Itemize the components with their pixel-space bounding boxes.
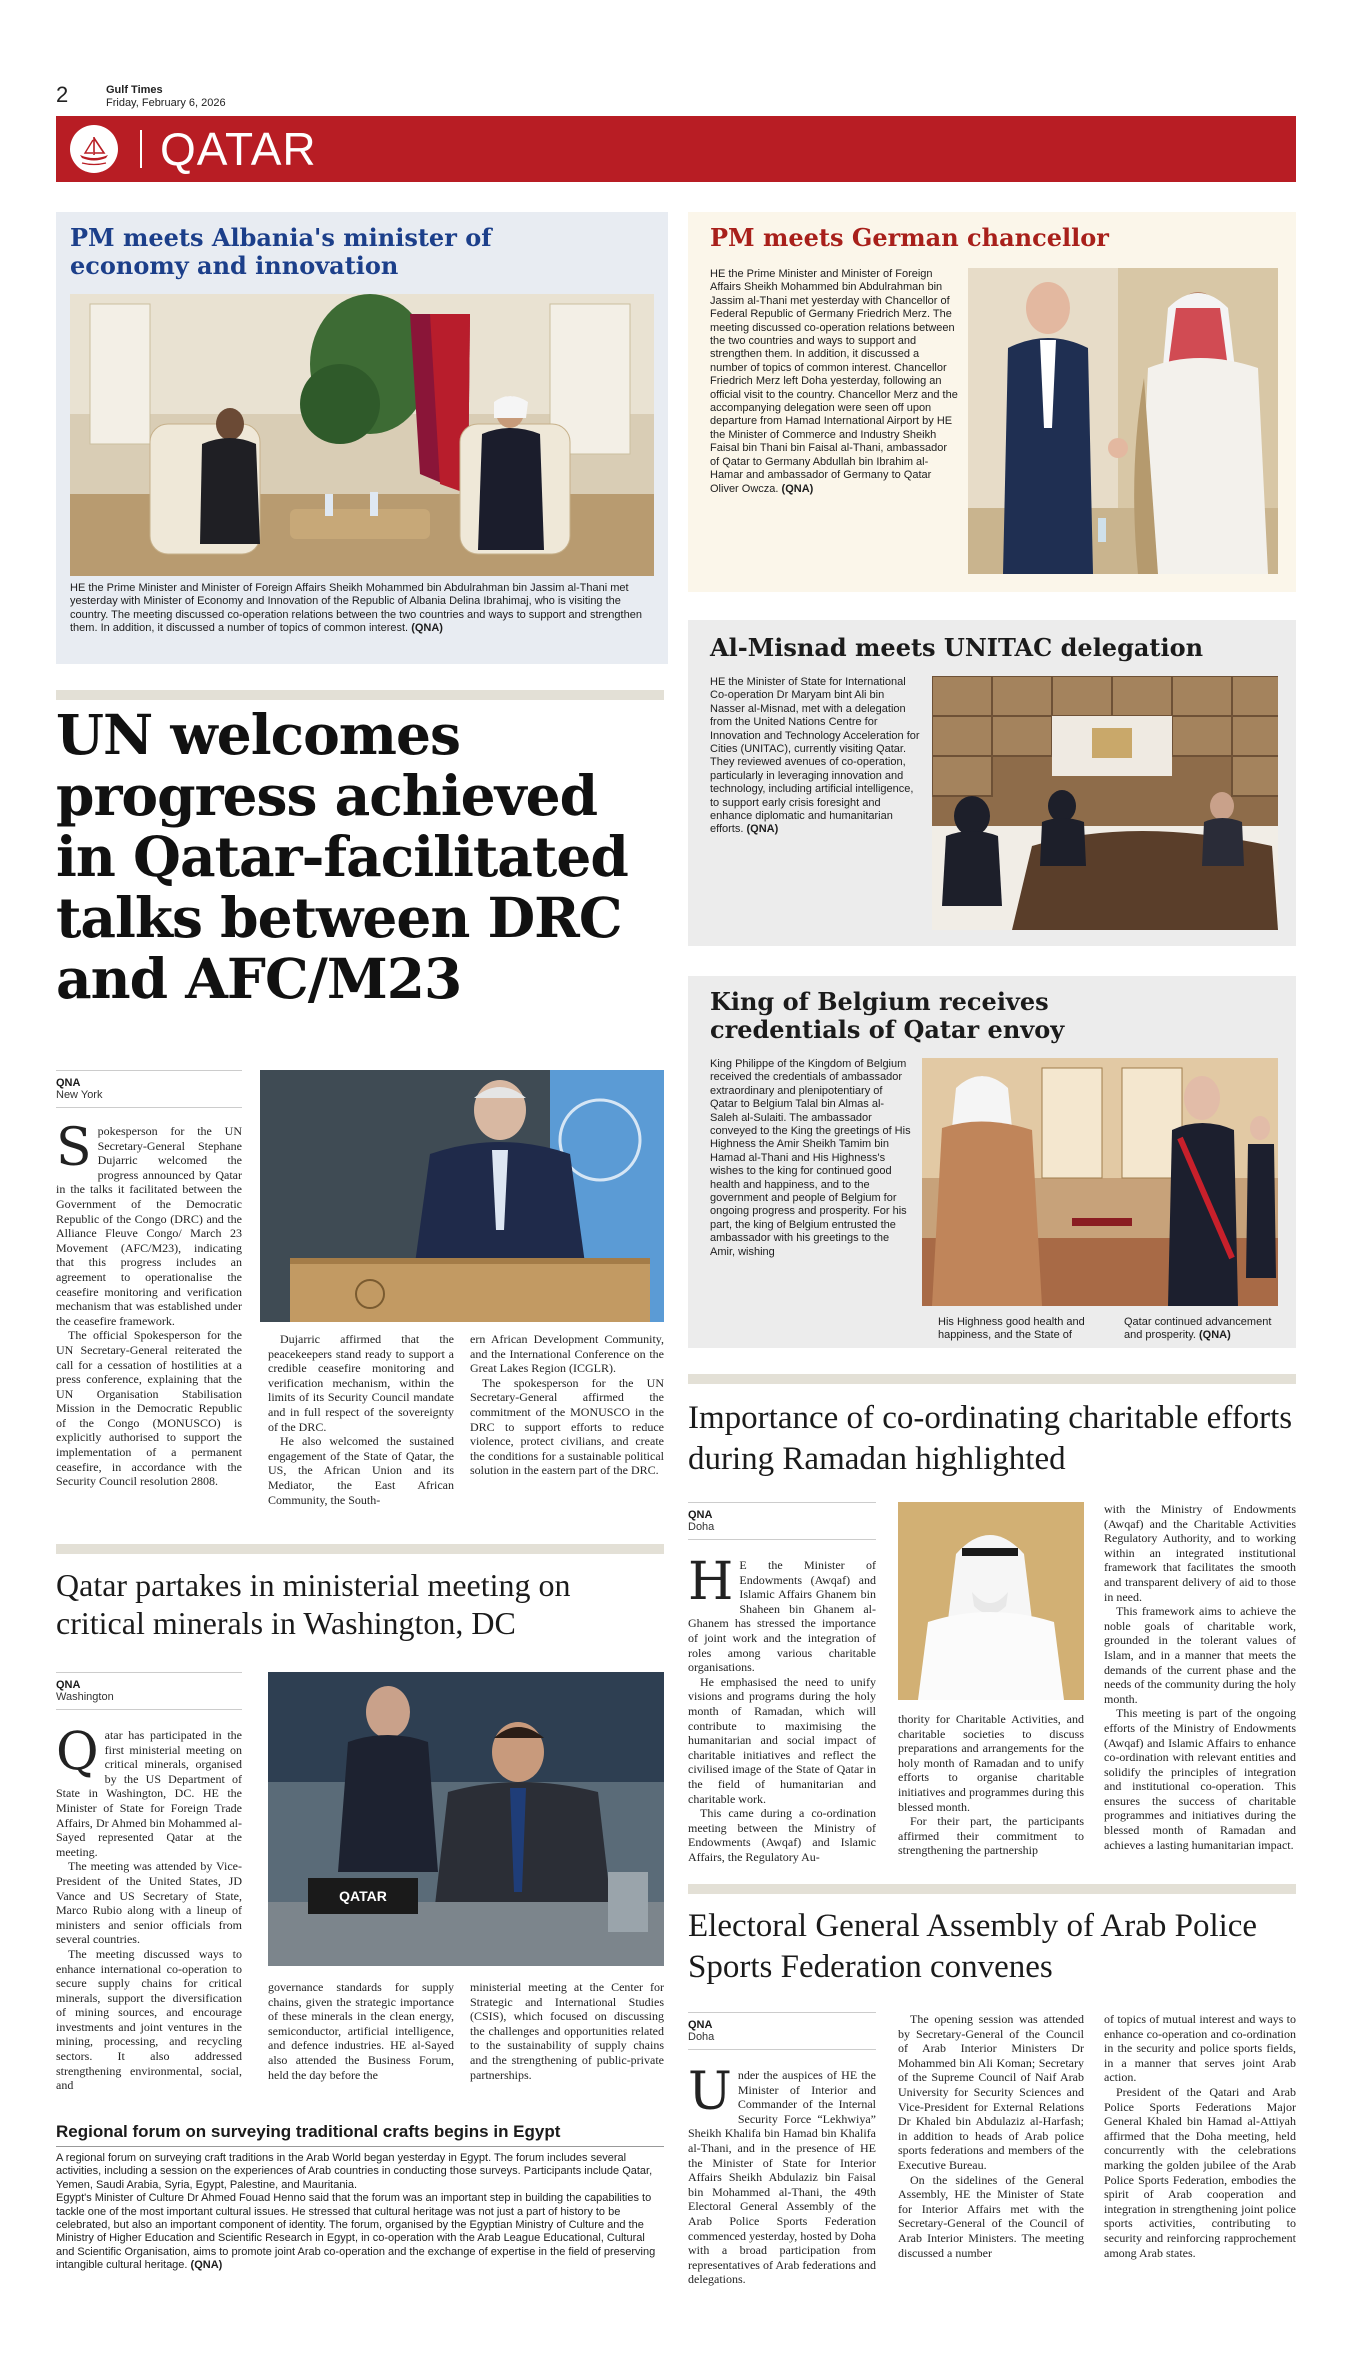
banner-divider — [140, 130, 142, 168]
un-col2 — [268, 1332, 454, 1507]
unitac-panel — [688, 620, 1296, 946]
police-col3-p2: President of the Qatari and Arab Police Sports Federations Major General Khaled bin Hamad al-Attiyah affirmed that the Doha meeting, held concurrently with the celebrations marking the golden jubilee of the Arab Police Sports Federation, embodies the spirit of Arab cooperation and integration in strengthening joint police sports activities, contributing to security and reinforcing rapprochement among Arab states. — [1104, 2084, 1296, 2260]
police-col3 — [1104, 2012, 1296, 2260]
issue-date: Friday, February 6, 2026 — [106, 97, 226, 109]
unitac-credit: (QNA) — [746, 823, 779, 836]
crafts-rule — [56, 2146, 664, 2147]
belgium-panel — [688, 976, 1296, 1348]
minerals-topbar — [56, 1544, 664, 1554]
un-col3-p2: The spokesperson for the UN Secretary-General affirmed the commitment of the MONUSCO in the DRC to support efforts to reduce violence, protect civilians, and create the conditions for a sustainable political solution in the eastern part of the DRC. — [470, 1375, 664, 1478]
german-panel — [688, 212, 1296, 592]
ramadan-col1 — [688, 1552, 876, 1864]
minerals-col1-p3: The meeting discussed ways to enhance international co-operation to secure supply chains for critical minerals, support the diversification of mining sources, and encourage investments and joint ventures in the mining, processing, and recycling sectors. It also addressed strengthening environmental, social, and — [56, 1946, 242, 2093]
albania-photo — [70, 294, 654, 576]
minerals-drop-cap: Q — [56, 1722, 99, 1782]
police-byline — [688, 2012, 876, 2050]
un-col3 — [470, 1332, 664, 1478]
ramadan-byline — [688, 1502, 876, 1540]
albania-credit: (QNA) — [411, 622, 443, 635]
minerals-col1 — [56, 1722, 242, 2093]
un-headline: UN welcomes progress achieved in Qatar-facilitated talks between DRC and AFC/M23 — [56, 702, 628, 1011]
un-photo — [260, 1070, 664, 1322]
crafts-body-p2 — [56, 2192, 666, 2272]
police-col2-p2: On the sidelines of the General Assembly, HE the Minister of State for Interior Affairs met with the Secretary-General of the Council of Arab Interior Ministers. The meeting discussed a number — [898, 2172, 1084, 2260]
ramadan-photo — [898, 1502, 1084, 1700]
page-number: 2 — [56, 82, 69, 107]
police-col3-p1: of topics of mutual interest and ways to enhance co-operation and co-ordination in the security and police sports fields, in a manner that serves joint Arab action. — [1104, 2012, 1296, 2085]
ramadan-byline-rule-bottom — [688, 1539, 876, 1540]
ramadan-col1-p2: He emphasised the need to unify visions and programs during the holy month of Ramadan, which will contribute to maximising the humanitarian and social impact of charitable initiatives and reflect the civilised image of the State of Qatar in the field of humanitarian and charitable work. — [688, 1674, 876, 1806]
unitac-headline: Al-Misnad meets UNITAC delegation — [710, 633, 1204, 662]
minerals-col3: ministerial meeting at the Center for Strategic and International Studies (CSIS), which focused on discussing the challenges and opportunities related to the sustainability of supply chains and the strengthening of public-private partnerships. — [470, 1980, 664, 2082]
belgium-credit: (QNA) — [1199, 1329, 1231, 1342]
minerals-byline — [56, 1672, 242, 1710]
german-headline: PM meets German chancellor — [710, 223, 1109, 252]
un-col1-p2: The official Spokesperson for the UN Secretary-General reiterated the call for a cessation of hostilities at a press conference, explaining that the UN Organisation Stabilisation Mission in the Democratic Republic of the Congo (MONUSCO) is explicitly authorised to support the implementation of a permanent ceasefire, in accordance with the Security Council resolution 2808. — [56, 1328, 242, 1489]
ramadan-topbar — [688, 1374, 1296, 1384]
ramadan-col2-p2: For their part, the participants affirmed their commitment to strengthening the partnership — [898, 1814, 1084, 1858]
police-col2 — [898, 2012, 1084, 2260]
minerals-col2: governance standards for supply chains, given the strategic importance of these minerals in the clean energy, semiconductor, artificial intelligence, and defence industries. HE al-Sayed also attended the Business Forum, held the day before the — [268, 1980, 454, 2082]
ramadan-col1-p1: E the Minister of Endowments (Awqaf) and Islamic Affairs Ghanem bin Shaheen bin Ghanem al-Ghanem has stressed the importance of joint work and the integration of roles among various charitable organisations. — [688, 1558, 876, 1675]
un-dateline: New York — [56, 1089, 103, 1101]
ramadan-headline: Importance of co-ordinating charitable efforts during Ramadan highlighted — [688, 1400, 1293, 1477]
un-col1 — [56, 1118, 242, 1489]
minerals-agency: QNA — [56, 1679, 81, 1691]
minerals-desk-sign: QATAR — [339, 1888, 387, 1904]
section-banner — [56, 116, 1296, 182]
section-title: QATAR — [160, 123, 317, 175]
un-drop-cap: S — [56, 1118, 92, 1178]
ramadan-drop-cap: H — [688, 1552, 734, 1612]
police-col1-p1: nder the auspices of HE the Minister of Interior and Commander of the Internal Security Force “Lekhwiya” Sheikh Khalifa bin Hamad bin Khalifa al-Thani, and in the presence of HE the Minister of State for Interior Affairs Sheikh Abdulaziz bin Faisal bin Mohammed al-Thani, the 49th Electoral General Assembly of the Arab Police Sports Federation commenced yesterday, hosted by Doha with a broad participation from representatives of Arab federations and delegations. — [688, 2068, 876, 2287]
german-body — [710, 268, 958, 496]
ramadan-col1-p3: This came during a co-ordination meeting between the Ministry of Endowments (Awqaf) and Islamic Affairs, the Regulatory Au- — [688, 1806, 876, 1864]
unitac-photo — [932, 676, 1278, 930]
police-headline: Electoral General Assembly of Arab Police Sports Federation convenes — [688, 1908, 1258, 1985]
police-dateline: Doha — [688, 2031, 715, 2043]
german-photo — [968, 268, 1278, 574]
police-byline-rule-bottom — [688, 2049, 876, 2050]
crafts-body-p1: A regional forum on surveying craft traditions in the Arab World began yesterday in Egypt. The forum includes several activities, including a session on the experiences of Arab countries in conducting those surveys. Participants include Qatar, Yemen, Saudi Arabia, Syria, Egypt, Palestine, and Mauritania. — [56, 2152, 653, 2191]
belgium-cont2 — [1124, 1316, 1284, 1343]
minerals-byline-rule — [56, 1672, 242, 1673]
crafts-body — [56, 2152, 666, 2273]
belgium-cont2-text: Qatar continued advancement and prosperity. — [1124, 1316, 1272, 1342]
ramadan-col2-p1: thority for Charitable Activities, and charitable societies to discuss preparations and arrangements for the holy month of Ramadan and to unify efforts to organise charitable initiatives and programmes during this blessed month. — [898, 1712, 1084, 1814]
un-col2-p2: He also welcomed the sustained engagement of the State of Qatar, the US, the African Union and its Mediator, the East African Community, the South- — [268, 1434, 454, 1507]
ramadan-col3-p1: with the Ministry of Endowments (Awqaf) and the Charitable Activities Regulatory Authority, and to working within an integrated institutional framework that facilitates the smooth and transparent delivery of aid to those in need. — [1104, 1502, 1296, 1604]
ramadan-col3-p2: This framework aims to achieve the noble goals of charitable work, grounded in the tolerant values of Islam, and in a manner that meets the demands of the current phase and the needs of the community during the holy month. — [1104, 1604, 1296, 1706]
ramadan-dateline: Doha — [688, 1521, 715, 1533]
police-byline-rule — [688, 2012, 876, 2013]
minerals-headline: Qatar partakes in ministerial meeting on critical minerals in Washington, DC — [56, 1567, 571, 1641]
ramadan-col3 — [1104, 1502, 1296, 1852]
minerals-photo — [268, 1672, 664, 1966]
paper-name: Gulf Times — [106, 84, 163, 96]
unitac-body-text: HE the Minister of State for International Co-operation Dr Maryam bint Ali bin Nasser al-Misnad, met with a delegation from the United Nations Centre for Innovation and Technology Acceleration for Cities (UNITAC), currently visiting Qatar. They reviewed avenues of co-operation, particularly in leveraging innovation and technology, including artificial intelligence, to support early crisis foresight and enhance diplomatic and humanitarian efforts. — [710, 676, 920, 836]
minerals-byline-rule-bottom — [56, 1709, 242, 1710]
police-col2-p1: The opening session was attended by Secretary-General of the Council of Arab Interior Ministers Dr Mohammed bin Ali Koman; Secretary of the Supreme Council of Naif Arab University for Security Sciences and Vice-President for External Relations Dr Khaled bin Abdulaziz al-Harfash; in addition to heads of Arab police sports federations and members of the Executive Bureau. — [898, 2012, 1084, 2172]
police-topbar — [688, 1884, 1296, 1894]
minerals-dateline: Washington — [56, 1691, 114, 1703]
albania-panel — [56, 212, 668, 664]
ramadan-col2 — [898, 1712, 1084, 1858]
german-body-text: HE the Prime Minister and Minister of Foreign Affairs Sheikh Mohammed bin Abdulrahman bin Jassim al-Thani met yesterday with Chancellor of Federal Republic of Germany Friedrich Merz. The meeting discussed co-operation relations between the two countries and ways to support and strengthen them. In addition, it discussed a number of topics of common interest. Chancellor Friedrich Merz left Doha yesterday, following an official visit to the country. Chancellor Merz and the accompanying delegation were seen off upon departure from Hamad International Airport by HE the Minister of Commerce and Industry Sheikh Faisal bin Thani bin Faisal al-Thani, ambassador of Qatar to Germany Abdullah bin Ibrahim al-Hamar and ambassador of Germany to Qatar Oliver Owcza. — [710, 268, 958, 495]
dhow-logo-icon — [70, 125, 118, 173]
albania-caption — [70, 582, 654, 636]
un-topbar — [56, 690, 664, 700]
ramadan-col3-p3: This meeting is part of the ongoing efforts of the Ministry of Endowments (Awqaf) and Islamic Affairs to enhance co-ordination with relevant entities and solidify the principles of integration and institutional co-operation. This ensures the success of charitable programmes and initiatives during the blessed month of Ramadan and achieves a lasting humanitarian impact. — [1104, 1706, 1296, 1852]
ramadan-byline-rule — [688, 1502, 876, 1503]
belgium-body: King Philippe of the Kingdom of Belgium received the credentials of ambassador extraordinary and plenipotentiary of Qatar to Belgium Talal bin Almas al-Saleh al-Sulaiti. The ambassador conveyed to the King the greetings of His Highness the Amir Sheikh Tamim bin Hamad al-Thani and His Highness's wishes to the king for continued good health and happiness, and to the government and people of Belgium for ongoing progress and prosperity. For his part, the king of Belgium entrusted the ambassador with his greetings to the Amir, wishing — [710, 1058, 911, 1258]
crafts-headline: Regional forum on surveying traditional crafts begins in Egypt — [56, 2122, 561, 2141]
police-agency: QNA — [688, 2019, 713, 2031]
minerals-col1-p1: atar has participated in the first ministerial meeting on critical minerals, organised by the US Department of State in Washington, DC. HE the Minister of State for Foreign Trade Affairs, Dr Ahmed bin Mohammed al-Sayed represented Qatar at the meeting. — [56, 1728, 242, 1859]
belgium-headline: King of Belgium receives credentials of Qatar envoy — [710, 987, 1065, 1044]
albania-headline: PM meets Albania's minister of economy and innovation — [70, 223, 492, 280]
minerals-col1-p2: The meeting was attended by Vice-President of the United States, JD Vance and US Secretary of State, Marco Rubio along with a lineup of ministers and senior officials from several countries. — [56, 1859, 242, 1947]
un-byline — [56, 1070, 242, 1108]
belgium-cont1: His Highness good health and happiness, and the State of — [938, 1316, 1085, 1342]
crafts-body-p2-text: Egypt's Minister of Culture Dr Ahmed Fouad Henno said that the forum was an important step in building the capabilities to tackle one of the most important cultural issues. He stressed that cultural heritage was not just a part of history to be celebrated, but also an important component of identity. The forum, organised by the Egyptian Ministry of Culture and the Ministry of Higher Education and Scientific Research in Egypt, in co-operation with the Arab League Educational, Cultural and Scientific Organisation, aims to promote joint Arab co-operation and the exchange of expertise in the field of preserving intangible cultural heritage. — [56, 2192, 656, 2272]
un-col3-p1: ern African Development Community, and the International Conference on the Great Lakes Region (ICGLR). — [470, 1332, 664, 1376]
ramadan-agency: QNA — [688, 1509, 713, 1521]
german-credit: (QNA) — [781, 482, 814, 495]
belgium-photo — [922, 1058, 1278, 1306]
unitac-body — [710, 676, 920, 837]
un-agency: QNA — [56, 1077, 81, 1089]
albania-caption-text: HE the Prime Minister and Minister of Foreign Affairs Sheikh Mohammed bin Abdulrahman bin Jassim al-Thani met yesterday with Minister of Economy and Innovation of the Republic of Albania Delina Ibrahimaj, who is visiting the country. The meeting discussed co-operation relations between the two countries and ways to support and strengthen them. In addition, it discussed a number of topics of common interest. — [70, 582, 642, 635]
un-col1-p1: pokesperson for the UN Secretary-General Stephane Dujarric welcomed the progress announced by Qatar in the talks it facilitated between the Government of the Democratic Republic of the Congo (DRC) and the Alliance Fleuve Congo/ March 23 Movement (AFC/M23), indicating that this progress includes an agreement to operationalise the ceasefire monitoring and verification mechanism that was established under the ceasefire framework. — [56, 1124, 242, 1328]
un-byline-rule-bottom — [56, 1107, 242, 1108]
un-col2-p1: Dujarric affirmed that the peacekeepers stand ready to support a credible ceasefire monitoring and verification mechanism, within the limits of its Security Council mandate and in full respect of the sovereignty of the DRC. — [268, 1332, 454, 1434]
crafts-credit: (QNA) — [190, 2259, 223, 2272]
police-drop-cap: U — [688, 2062, 732, 2122]
un-byline-rule — [56, 1070, 242, 1071]
police-col1 — [688, 2062, 876, 2287]
